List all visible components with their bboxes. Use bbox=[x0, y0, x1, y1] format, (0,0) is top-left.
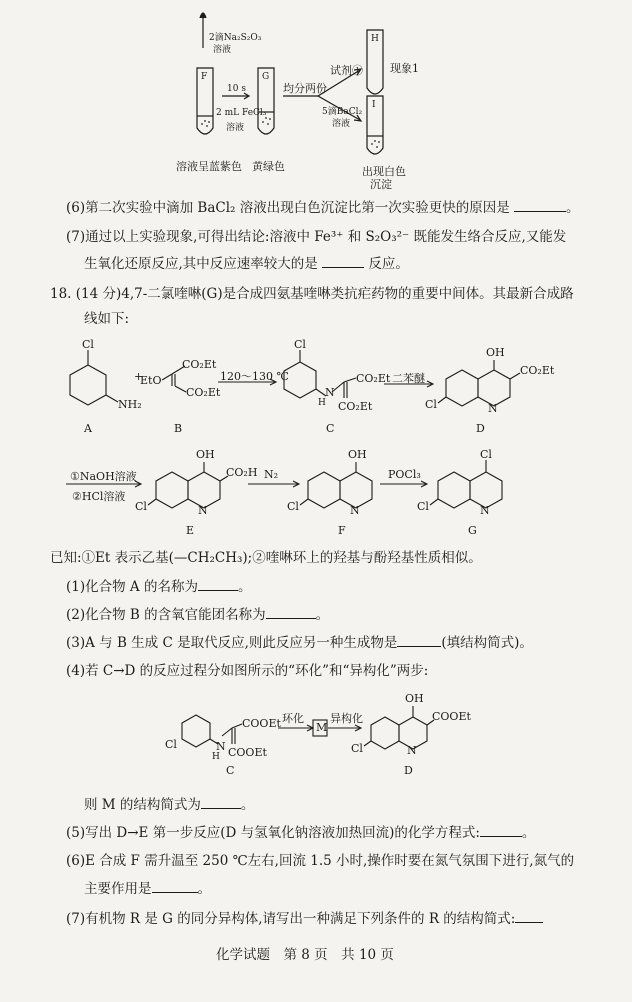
known-note: 已知:①Et 表示乙基(—CH₂CH₃);②喹啉环上的羟基与酚羟基性质相似。 bbox=[50, 550, 482, 566]
co2et-label: CO₂Et bbox=[356, 372, 391, 385]
caption-i-1: 出现白色 bbox=[362, 165, 406, 178]
q7-prev-a: (7)通过以上实验现象,可得出结论:溶液中 Fe³⁺ 和 S₂O₃²⁻ 既能发生络合反应,又能发 bbox=[66, 229, 567, 245]
oh-label: OH bbox=[486, 346, 505, 359]
answer-blank bbox=[201, 796, 241, 809]
compound-c-ring bbox=[284, 362, 316, 398]
oh-label: OH bbox=[196, 448, 215, 461]
phenomenon1-label: 现象1 bbox=[390, 62, 419, 75]
plus-sign: + bbox=[134, 370, 144, 383]
co2et-label: CO₂Et bbox=[186, 386, 221, 399]
cl-label: Cl bbox=[165, 738, 177, 751]
compound-d-ring1 bbox=[446, 370, 478, 406]
compound-f-ring1 bbox=[308, 472, 340, 508]
q18-title-b: 线如下: bbox=[84, 311, 130, 327]
label-e: E bbox=[186, 524, 195, 537]
q4-m: 则 M 的结构简式为 。 bbox=[84, 797, 255, 813]
tube-h-label: H bbox=[371, 34, 379, 44]
q3: (3)A 与 B 生成 C 是取代反应,则此反应另一种生成物是 (填结构简式)。 bbox=[66, 635, 533, 651]
compound-e-ring1 bbox=[156, 472, 188, 508]
caption-i-2: 沉淀 bbox=[370, 178, 392, 191]
nh2-label: NH₂ bbox=[118, 398, 142, 411]
co2et-label: CO₂Et bbox=[520, 364, 555, 377]
oh-label: OH bbox=[348, 448, 367, 461]
q6-b: 主要作用是 。 bbox=[84, 881, 211, 897]
bacl2-label-1: 5滴BaCl₂ bbox=[322, 107, 363, 117]
compound-d-ring2 bbox=[478, 370, 510, 406]
n-label: N bbox=[407, 744, 417, 757]
compound-g-ring1 bbox=[438, 472, 470, 508]
fecl3-label-2: 溶液 bbox=[226, 123, 245, 133]
n-label: N bbox=[350, 504, 360, 517]
answer-blank bbox=[322, 255, 364, 268]
cond-ab-c: 120～130 ℃ bbox=[220, 370, 289, 383]
cl-label: Cl bbox=[351, 742, 363, 755]
scheme2-c-ring bbox=[182, 715, 210, 747]
label-d: D bbox=[476, 422, 485, 435]
scheme2-label-d: D bbox=[404, 764, 413, 777]
oh-label: OH bbox=[405, 692, 424, 705]
compound-f-ring2 bbox=[340, 472, 372, 508]
compound-g-ring2 bbox=[470, 472, 502, 508]
answer-blank bbox=[480, 824, 522, 837]
tube-f-label: F bbox=[201, 72, 208, 82]
reagent1-label: 试剂① bbox=[330, 64, 363, 77]
co2et-label: CO₂Et bbox=[338, 400, 373, 413]
answer-blank bbox=[397, 634, 441, 647]
q4: (4)若 C→D 的反应过程分如图所示的“环化”和“异构化”两步: bbox=[66, 663, 429, 679]
isomerize-label: 异构化 bbox=[330, 712, 363, 725]
tube-g-label: G bbox=[262, 72, 270, 82]
dropper-label-2: 溶液 bbox=[213, 45, 232, 55]
page-footer: 化学试题 第 8 页 共 10 页 bbox=[216, 947, 394, 963]
q6-prev: (6)第二次实验中滴加 BaCl₂ 溶液出现白色沉淀比第一次实验更快的原因是 。 bbox=[66, 200, 580, 216]
compound-a-ring bbox=[70, 365, 106, 405]
tube-i-label: I bbox=[372, 100, 376, 110]
cl-label: Cl bbox=[480, 448, 492, 461]
label-b: B bbox=[174, 422, 183, 435]
bacl2-label-2: 溶液 bbox=[332, 119, 351, 129]
label-a: A bbox=[84, 422, 92, 435]
n-label: N bbox=[216, 740, 226, 753]
n-label: N bbox=[480, 504, 490, 517]
m-label: M bbox=[316, 721, 328, 734]
caption-g: 黄绿色 bbox=[252, 160, 285, 173]
cond-d-e-1: ①NaOH溶液 bbox=[70, 470, 137, 483]
fecl3-label-1: 2 mL FeCl₃ bbox=[216, 108, 267, 118]
arrow-time-label: 10 s bbox=[227, 84, 246, 94]
eto-label: EtO bbox=[140, 374, 162, 387]
q5: (5)写出 D→E 第一步反应(D 与氢氧化钠溶液加热回流)的化学方程式: 。 bbox=[66, 825, 536, 841]
h-label: H bbox=[318, 398, 326, 408]
cyclize-label: 环化 bbox=[282, 712, 304, 725]
scheme2-label-c: C bbox=[226, 764, 235, 777]
cooet-label: COOEt bbox=[228, 746, 267, 759]
answer-blank bbox=[152, 880, 198, 893]
cl-label: Cl bbox=[287, 500, 299, 513]
q7: (7)有机物 R 是 G 的同分异构体,请写出一种满足下列条件的 R 的结构简式: bbox=[66, 910, 543, 928]
cl-label: Cl bbox=[135, 500, 147, 513]
answer-blank bbox=[514, 199, 566, 212]
q2: (2)化合物 B 的含氧官能团名称为 。 bbox=[66, 607, 330, 623]
answer-blank bbox=[198, 578, 238, 591]
cooet-label: COOEt bbox=[432, 710, 471, 723]
cond-c-d: 二苯醚 bbox=[392, 372, 425, 385]
n-label: N bbox=[488, 402, 498, 415]
n-label: N bbox=[198, 504, 208, 517]
scheme2-d-ring1 bbox=[371, 717, 399, 749]
label-c: C bbox=[326, 422, 335, 435]
q18-title-a: 18. (14 分)4,7-二氯喹啉(G)是合成四氨基喹啉类抗疟药物的重要中间体。其最新合成路 bbox=[50, 286, 574, 302]
label-f: F bbox=[338, 524, 346, 537]
cl-label: Cl bbox=[425, 398, 437, 411]
split-label: 均分两份 bbox=[283, 82, 327, 95]
answer-blank bbox=[266, 606, 316, 619]
h-label: H bbox=[212, 752, 220, 762]
cl-label: Cl bbox=[417, 500, 429, 513]
dropper-label-1: 2滴Na₂S₂O₃ bbox=[209, 33, 262, 43]
cond-e-f: N₂ bbox=[264, 468, 279, 481]
answer-blank bbox=[515, 910, 543, 923]
n-label: N bbox=[325, 386, 335, 399]
caption-f: 溶液呈蓝紫色 bbox=[176, 160, 242, 173]
q6-a: (6)E 合成 F 需升温至 250 ℃左右,回流 1.5 小时,操作时要在氮气氛围下进行,氮气的 bbox=[66, 853, 575, 869]
cooet-label: COOEt bbox=[242, 717, 281, 730]
co2et-label: CO₂Et bbox=[182, 358, 217, 371]
compound-e-ring2 bbox=[188, 472, 220, 508]
q1: (1)化合物 A 的名称为 。 bbox=[66, 579, 252, 595]
label-g: G bbox=[468, 524, 477, 537]
cl-label: Cl bbox=[294, 338, 306, 351]
cl-label: Cl bbox=[82, 338, 94, 351]
q7-prev-b: 生氧化还原反应,其中反应速率较大的是 反应。 bbox=[84, 256, 409, 272]
cond-d-e-2: ②HCl溶液 bbox=[72, 490, 126, 503]
cond-f-g: POCl₃ bbox=[388, 468, 421, 481]
co2h-label: CO₂H bbox=[226, 466, 258, 479]
